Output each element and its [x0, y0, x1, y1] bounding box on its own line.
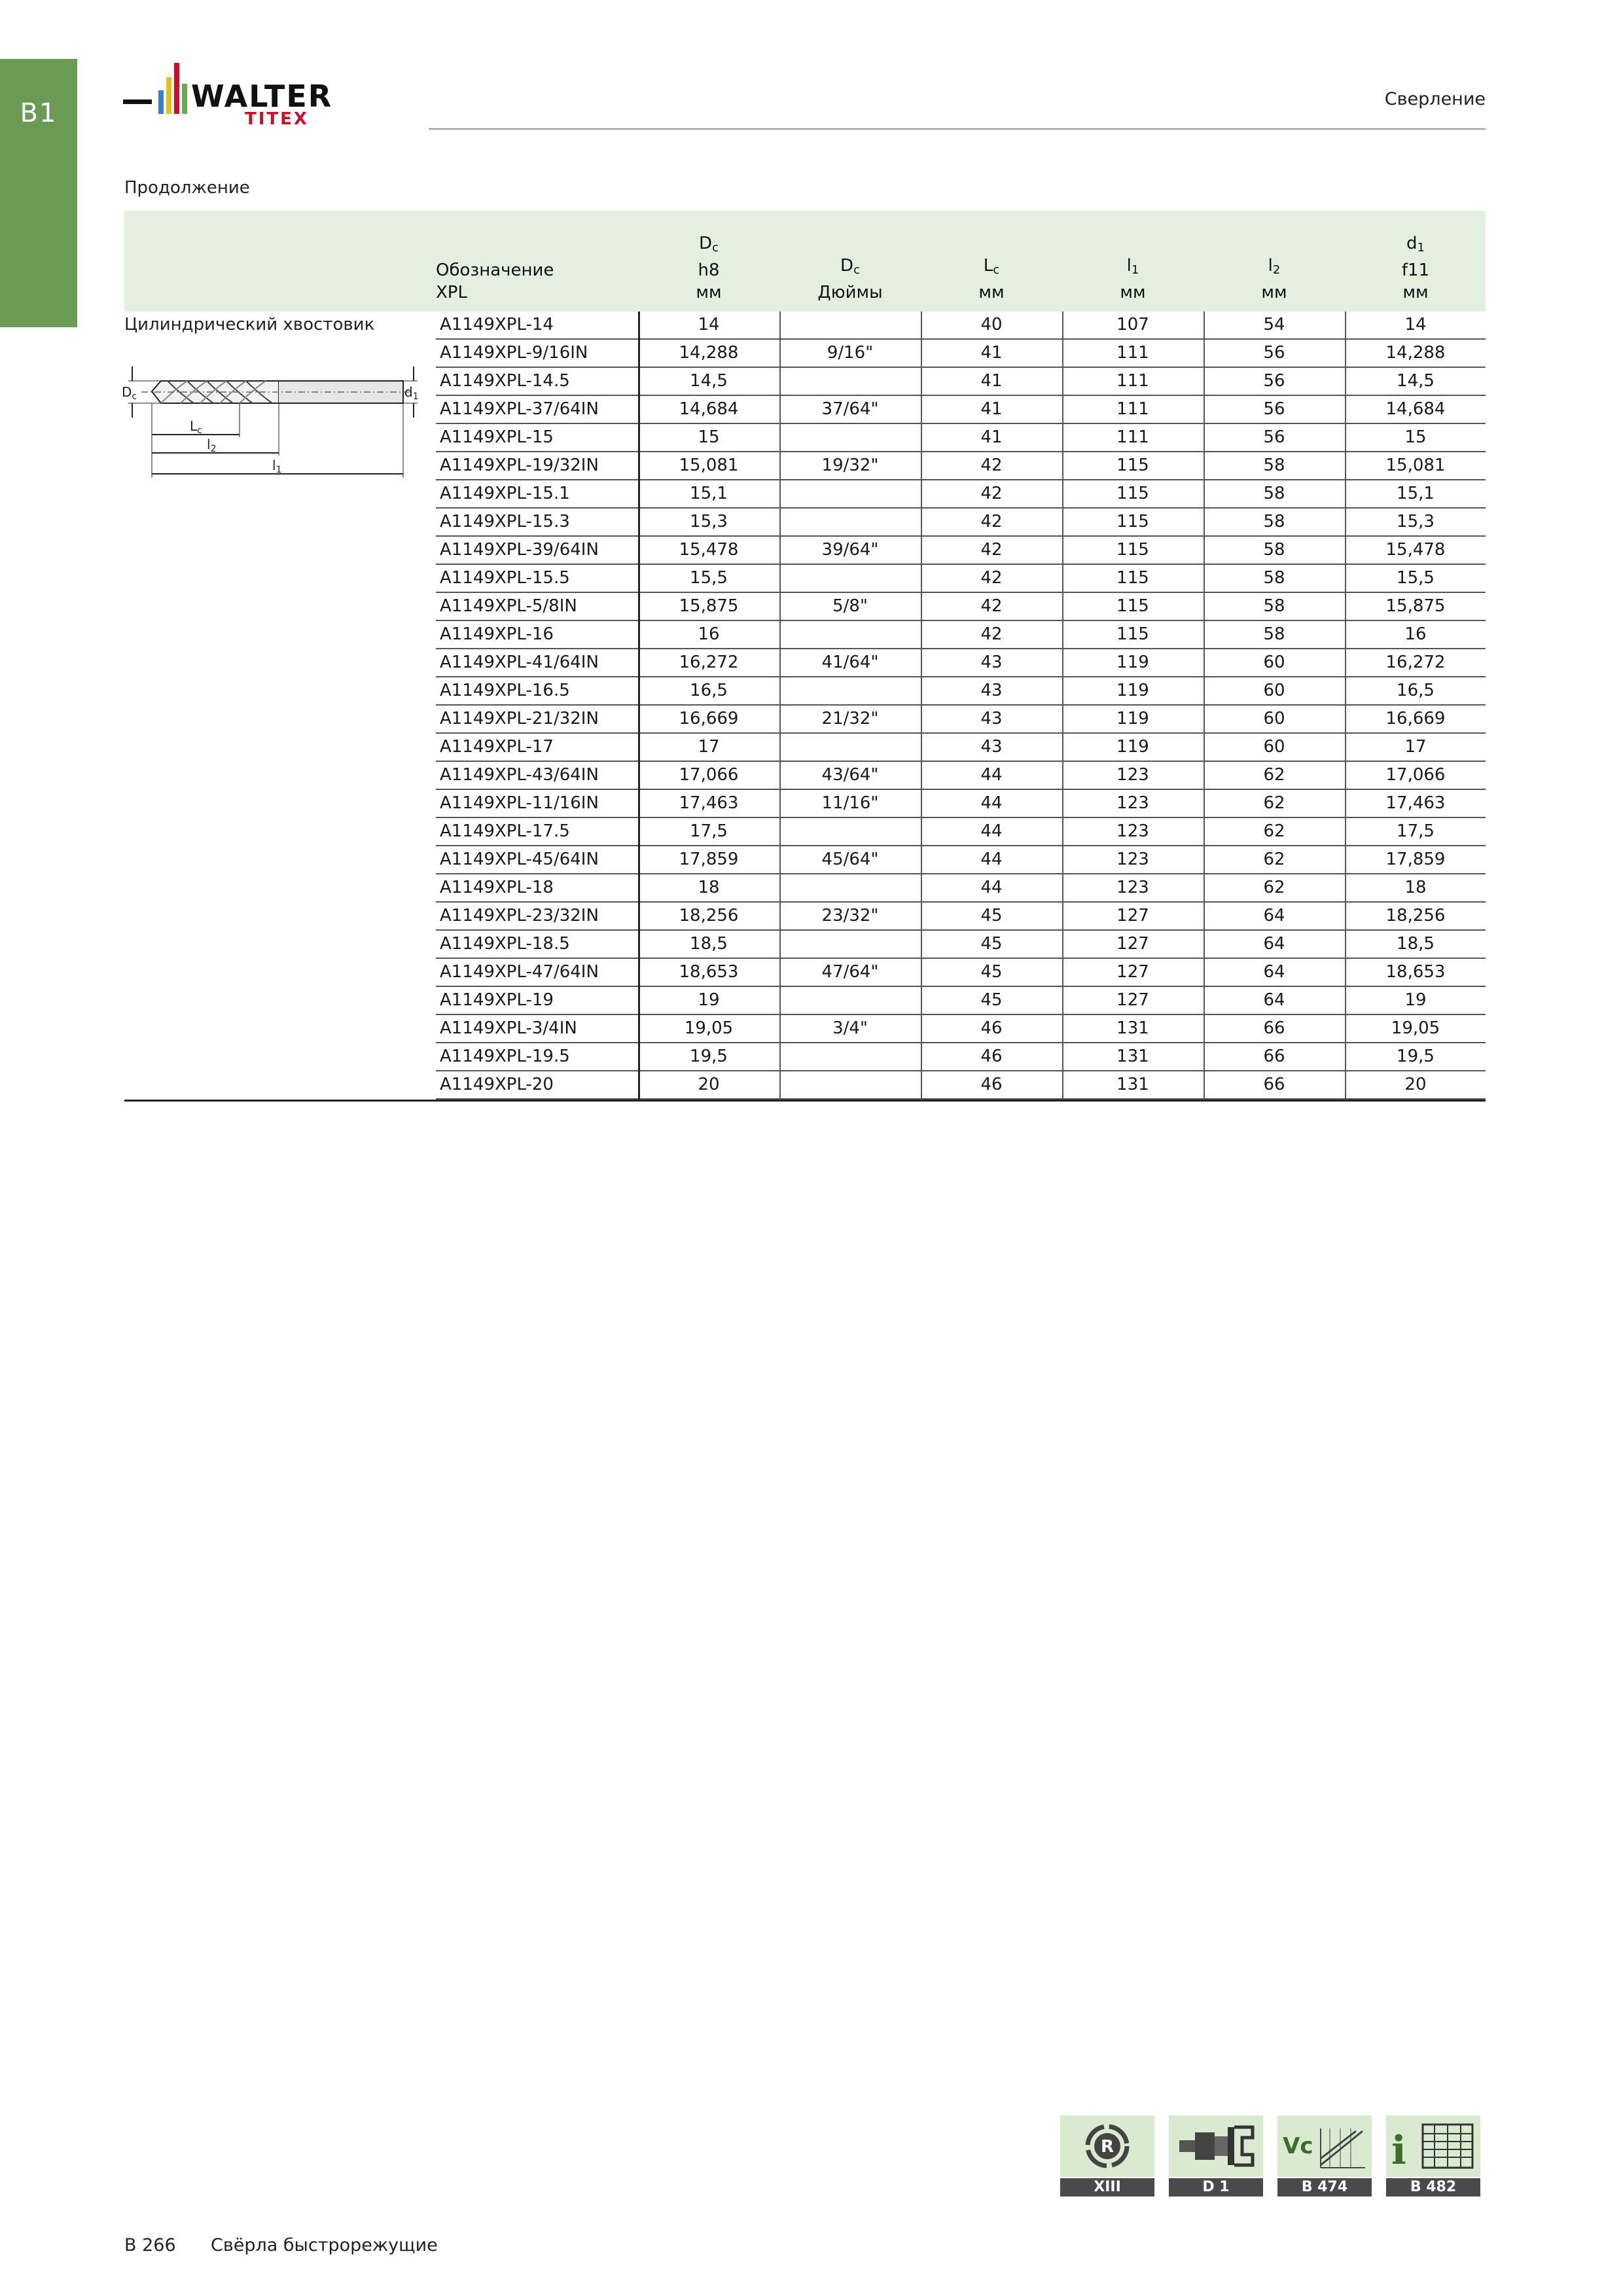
cell-l1: 127 — [1116, 990, 1149, 1010]
cell-d1: 17,463 — [1385, 793, 1446, 813]
cell-d1: 17,066 — [1385, 765, 1446, 785]
cell-dc-inch: 23/32" — [821, 906, 879, 925]
cell-d1: 18,5 — [1397, 934, 1435, 954]
cell-l1: 131 — [1116, 1018, 1149, 1038]
cell-dc-mm: 16,669 — [679, 709, 739, 728]
cell-dc-inch — [780, 424, 920, 451]
table-row — [124, 565, 1486, 593]
cell-dc-inch: 43/64" — [821, 765, 879, 785]
column-divider — [921, 312, 922, 1100]
cell-l2: 66 — [1263, 1075, 1285, 1094]
cell-l1: 115 — [1116, 624, 1149, 644]
cell-d1: 15,081 — [1385, 456, 1446, 475]
cell-dc-inch: 11/16" — [821, 793, 879, 813]
cell-dc-inch — [780, 1043, 920, 1070]
cell-lc: 42 — [980, 568, 1003, 588]
cell-l1: 119 — [1116, 737, 1149, 757]
table-row — [124, 987, 1486, 1015]
cell-dc-inch — [780, 565, 920, 592]
svg-text:Lc: $L_c$ — [190, 418, 202, 436]
cell-l2: 58 — [1263, 540, 1285, 560]
cell-l2: 58 — [1263, 512, 1285, 531]
cell-dc-inch: 9/16" — [827, 343, 874, 363]
cell-dc-inch — [780, 987, 920, 1014]
info-table-icon[interactable] — [1386, 2115, 1480, 2197]
cell-d1: 18 — [1404, 878, 1427, 897]
cell-lc: 43 — [980, 737, 1003, 757]
cell-l2: 60 — [1263, 653, 1285, 672]
cell-lc: 45 — [980, 962, 1003, 982]
cell-l2: 60 — [1263, 681, 1285, 700]
cell-dc-inch: 45/64" — [821, 850, 879, 869]
cell-dc-mm: 14,5 — [690, 371, 728, 391]
cell-designation: A1149XPL-3/4IN — [440, 1018, 577, 1038]
cell-dc-inch — [780, 509, 920, 535]
column-divider — [638, 312, 640, 1100]
cell-l1: 127 — [1116, 934, 1149, 954]
cell-dc-mm: 18,653 — [679, 962, 739, 982]
cell-l1: 127 — [1116, 962, 1149, 982]
table-row — [124, 818, 1486, 846]
svg-text:Dc: $D_c$ — [122, 384, 137, 402]
cell-d1: 15,875 — [1385, 596, 1446, 616]
cell-d1: 17,859 — [1385, 850, 1446, 869]
section-tab — [0, 59, 77, 327]
column-divider — [1345, 312, 1346, 1100]
cell-l1: 115 — [1116, 596, 1149, 616]
cell-designation: A1149XPL-14 — [440, 315, 554, 334]
header-title: Сверление — [1384, 89, 1486, 109]
cell-designation: A1149XPL-19.5 — [440, 1047, 570, 1066]
cell-dc-inch: 37/64" — [821, 399, 879, 419]
walter-titex-logo — [123, 59, 404, 137]
cell-l2: 54 — [1263, 315, 1285, 334]
cell-d1: 14,5 — [1397, 371, 1435, 391]
header-rule — [429, 128, 1486, 130]
svg-text:l2: $l_2$ — [207, 437, 217, 454]
cell-designation: A1149XPL-41/64IN — [440, 653, 599, 672]
cell-dc-mm: 17,5 — [690, 821, 728, 841]
cell-dc-mm: 14 — [698, 315, 720, 334]
cell-designation: A1149XPL-16 — [440, 624, 554, 644]
cell-designation: A1149XPL-5/8IN — [440, 596, 577, 616]
cell-designation: A1149XPL-19 — [440, 990, 554, 1010]
cell-dc-mm: 16,272 — [679, 653, 739, 672]
table-row — [124, 677, 1486, 706]
cell-dc-mm: 18,256 — [679, 906, 739, 925]
table-row — [124, 649, 1486, 677]
cell-l1: 107 — [1116, 315, 1149, 334]
cell-lc: 46 — [980, 1047, 1003, 1066]
cell-d1: 16,272 — [1385, 653, 1446, 672]
cell-designation: A1149XPL-11/16IN — [440, 793, 599, 813]
cell-l1: 123 — [1116, 821, 1149, 841]
cell-dc-inch: 39/64" — [821, 540, 879, 560]
cell-dc-mm: 17,463 — [679, 793, 739, 813]
cell-lc: 45 — [980, 990, 1003, 1010]
cell-l2: 64 — [1263, 962, 1285, 982]
col-header-l1: $l_1$ мм — [1120, 256, 1146, 302]
cell-lc: 44 — [980, 765, 1003, 785]
cell-dc-mm: 18,5 — [690, 934, 728, 954]
cell-designation: A1149XPL-18 — [440, 878, 554, 897]
cell-dc-inch — [780, 931, 920, 958]
cell-lc: 43 — [980, 653, 1003, 672]
cell-d1: 16,5 — [1397, 681, 1435, 700]
col-header-lc: $L_c$ мм — [978, 256, 1005, 302]
cell-dc-inch — [780, 1071, 920, 1098]
cell-dc-mm: 18 — [698, 878, 720, 897]
cell-designation: A1149XPL-9/16IN — [440, 343, 588, 363]
cell-l1: 119 — [1116, 681, 1149, 700]
cell-d1: 17,5 — [1397, 821, 1435, 841]
table-row — [124, 509, 1486, 537]
cell-l1: 119 — [1116, 709, 1149, 728]
cell-d1: 16 — [1404, 624, 1427, 644]
column-divider — [1204, 312, 1205, 1100]
table-row — [124, 762, 1486, 790]
cell-l2: 66 — [1263, 1018, 1285, 1038]
cell-l1: 111 — [1116, 343, 1149, 363]
table-row — [124, 593, 1486, 621]
cell-l1: 115 — [1116, 456, 1149, 475]
cell-l1: 115 — [1116, 512, 1149, 531]
cell-dc-inch — [780, 480, 920, 507]
col-header-dc-mm: $D_c$ h8 мм — [696, 234, 722, 302]
table-header — [124, 211, 1486, 312]
cell-designation: A1149XPL-20 — [440, 1075, 554, 1094]
cell-lc: 46 — [980, 1018, 1003, 1038]
cell-designation: A1149XPL-15.1 — [440, 484, 570, 503]
cell-l1: 123 — [1116, 765, 1149, 785]
cell-dc-mm: 16,5 — [690, 681, 728, 700]
cell-l1: 111 — [1116, 399, 1149, 419]
cell-l2: 58 — [1263, 624, 1285, 644]
cell-lc: 44 — [980, 821, 1003, 841]
cell-d1: 19,05 — [1391, 1018, 1440, 1038]
cell-dc-inch — [780, 874, 920, 901]
cell-designation: A1149XPL-15.3 — [440, 512, 570, 531]
cell-l1: 119 — [1116, 653, 1149, 672]
col-header-dc-inch: $D_c$ Дюймы — [817, 256, 883, 302]
table-row — [124, 537, 1486, 565]
page-number: B 266 — [124, 2235, 176, 2255]
cell-dc-inch: 47/64" — [821, 962, 879, 982]
table-bottom-rule — [124, 1100, 1486, 1102]
cell-dc-mm: 16 — [698, 624, 720, 644]
cell-lc: 42 — [980, 596, 1003, 616]
cell-lc: 41 — [980, 427, 1003, 447]
column-divider — [779, 312, 781, 1100]
table-row — [124, 903, 1486, 931]
cell-d1: 15,478 — [1385, 540, 1446, 560]
cell-l2: 56 — [1263, 343, 1285, 363]
cell-dc-mm: 17,066 — [679, 765, 739, 785]
section-tab-label: B1 — [20, 98, 58, 128]
cell-dc-mm: 15,1 — [690, 484, 728, 503]
cell-designation: A1149XPL-23/32IN — [440, 906, 599, 925]
cell-d1: 15 — [1404, 427, 1427, 447]
cell-l2: 62 — [1263, 850, 1285, 869]
cell-designation: A1149XPL-37/64IN — [440, 399, 599, 419]
info-table-label: B 482 — [1386, 2178, 1480, 2197]
cell-d1: 18,653 — [1385, 962, 1446, 982]
cell-lc: 41 — [980, 371, 1003, 391]
footer-title: Свёрла быстрорежущие — [211, 2235, 438, 2255]
cell-l2: 62 — [1263, 878, 1285, 897]
cell-lc: 46 — [980, 1075, 1003, 1094]
cell-l2: 56 — [1263, 427, 1285, 447]
cell-dc-mm: 15,5 — [690, 568, 728, 588]
shank-type-label: Цилиндрический хвостовик — [124, 315, 375, 334]
cell-d1: 18,256 — [1385, 906, 1446, 925]
table-row — [124, 846, 1486, 874]
cell-dc-mm: 15,3 — [690, 512, 728, 531]
cell-d1: 14,684 — [1385, 399, 1446, 419]
cell-designation: A1149XPL-17 — [440, 737, 554, 757]
svg-text:d1: $d_1$ — [404, 384, 419, 402]
cell-l2: 62 — [1263, 765, 1285, 785]
cell-lc: 40 — [980, 315, 1003, 334]
cell-l2: 60 — [1263, 737, 1285, 757]
table-row — [124, 734, 1486, 762]
cell-designation: A1149XPL-47/64IN — [440, 962, 599, 982]
cell-l2: 58 — [1263, 568, 1285, 588]
cell-lc: 42 — [980, 456, 1003, 475]
cell-lc: 45 — [980, 934, 1003, 954]
reconditioning-icon[interactable] — [1060, 2115, 1154, 2197]
table-row — [124, 706, 1486, 734]
cell-dc-inch: 3/4" — [832, 1018, 868, 1038]
cell-d1: 15,3 — [1397, 512, 1435, 531]
cell-l2: 64 — [1263, 934, 1285, 954]
cell-l1: 131 — [1116, 1047, 1149, 1066]
cell-dc-mm: 19 — [698, 990, 720, 1010]
svg-text:R: R — [1100, 2137, 1115, 2157]
cell-lc: 43 — [980, 681, 1003, 700]
cell-l2: 58 — [1263, 484, 1285, 503]
cell-designation: A1149XPL-43/64IN — [440, 765, 599, 785]
cutting-data-icon[interactable] — [1277, 2115, 1372, 2197]
col-header-l2: $l_2$ мм — [1261, 256, 1287, 302]
cell-dc-mm: 15,081 — [679, 456, 739, 475]
cell-dc-mm: 20 — [698, 1075, 720, 1094]
cell-d1: 15,5 — [1397, 568, 1435, 588]
cell-dc-inch: 21/32" — [821, 709, 879, 728]
cell-l1: 123 — [1116, 878, 1149, 897]
table-row — [124, 874, 1486, 903]
drill-dimension-diagram — [122, 353, 423, 484]
cell-d1: 15,1 — [1397, 484, 1435, 503]
cell-l1: 123 — [1116, 793, 1149, 813]
tool-holder-label: D 1 — [1169, 2178, 1263, 2197]
cell-l2: 64 — [1263, 906, 1285, 925]
table-row — [124, 480, 1486, 509]
cell-l2: 62 — [1263, 793, 1285, 813]
cell-lc: 44 — [980, 878, 1003, 897]
cell-l2: 56 — [1263, 371, 1285, 391]
cell-d1: 14,288 — [1385, 343, 1446, 363]
cell-dc-inch — [780, 677, 920, 704]
svg-text:Vc: Vc — [1283, 2133, 1313, 2159]
table-row — [124, 1071, 1486, 1100]
cutting-data-label: B 474 — [1277, 2178, 1372, 2197]
cell-lc: 44 — [980, 793, 1003, 813]
cell-l2: 64 — [1263, 990, 1285, 1010]
table-row — [124, 790, 1486, 818]
cell-designation: A1149XPL-45/64IN — [440, 850, 599, 869]
cell-dc-mm: 14,288 — [679, 343, 739, 363]
table-row — [124, 931, 1486, 959]
reconditioning-label: XIII — [1060, 2178, 1154, 2197]
cell-l1: 115 — [1116, 540, 1149, 560]
cell-dc-mm: 17,859 — [679, 850, 739, 869]
table-row — [124, 1015, 1486, 1043]
cell-l2: 56 — [1263, 399, 1285, 419]
cell-dc-inch — [780, 734, 920, 761]
cell-d1: 16,669 — [1385, 709, 1446, 728]
logo-brand: WALTER — [191, 79, 333, 114]
cell-designation: A1149XPL-15 — [440, 427, 554, 447]
tool-holder-icon[interactable] — [1169, 2115, 1263, 2197]
table-row — [124, 621, 1486, 649]
column-divider — [1062, 312, 1063, 1100]
cell-dc-mm: 17 — [698, 737, 720, 757]
cell-l1: 115 — [1116, 484, 1149, 503]
cell-d1: 19 — [1404, 990, 1427, 1010]
svg-text:l1: $l_1$ — [272, 457, 282, 475]
cell-dc-inch — [780, 818, 920, 845]
cell-lc: 42 — [980, 624, 1003, 644]
cell-lc: 42 — [980, 540, 1003, 560]
cell-dc-mm: 19,05 — [684, 1018, 734, 1038]
continuation-label: Продолжение — [124, 178, 250, 198]
col-header-d1: $d_1$ f11 мм — [1401, 234, 1430, 302]
cell-designation: A1149XPL-18.5 — [440, 934, 570, 954]
cell-dc-inch — [780, 312, 920, 338]
table-row — [124, 1043, 1486, 1071]
table-row — [124, 959, 1486, 987]
cell-lc: 42 — [980, 484, 1003, 503]
cell-lc: 44 — [980, 850, 1003, 869]
cell-designation: A1149XPL-14.5 — [440, 371, 570, 391]
cell-d1: 17 — [1404, 737, 1427, 757]
cell-designation: A1149XPL-15.5 — [440, 568, 570, 588]
cell-dc-mm: 15,478 — [679, 540, 739, 560]
cell-dc-inch: 19/32" — [821, 456, 879, 475]
cell-designation: A1149XPL-16.5 — [440, 681, 570, 700]
cell-lc: 43 — [980, 709, 1003, 728]
cell-d1: 14 — [1404, 315, 1427, 334]
cell-designation: A1149XPL-19/32IN — [440, 456, 599, 475]
cell-dc-mm: 19,5 — [690, 1047, 728, 1066]
cell-l1: 131 — [1116, 1075, 1149, 1094]
cell-dc-mm: 15 — [698, 427, 720, 447]
cell-dc-inch — [780, 621, 920, 648]
cell-l2: 66 — [1263, 1047, 1285, 1066]
cell-designation: A1149XPL-21/32IN — [440, 709, 599, 728]
cell-d1: 19,5 — [1397, 1047, 1435, 1066]
cell-lc: 41 — [980, 399, 1003, 419]
cell-lc: 45 — [980, 906, 1003, 925]
cell-dc-mm: 15,875 — [679, 596, 739, 616]
cell-l2: 58 — [1263, 596, 1285, 616]
cell-l2: 62 — [1263, 821, 1285, 841]
cell-l1: 127 — [1116, 906, 1149, 925]
logo-sub: TITEX — [245, 109, 309, 129]
cell-dc-mm: 14,684 — [679, 399, 739, 419]
cell-l1: 111 — [1116, 371, 1149, 391]
cell-l2: 58 — [1263, 456, 1285, 475]
svg-text:i: i — [1391, 2128, 1406, 2174]
cell-dc-inch — [780, 368, 920, 395]
cell-lc: 42 — [980, 512, 1003, 531]
cell-dc-inch: 41/64" — [821, 653, 879, 672]
col-header-designation: Обозначение XPL — [436, 260, 554, 302]
cell-dc-inch: 5/8" — [832, 596, 868, 616]
cell-designation: A1149XPL-39/64IN — [440, 540, 599, 560]
cell-l1: 123 — [1116, 850, 1149, 869]
cell-lc: 41 — [980, 343, 1003, 363]
cell-l1: 111 — [1116, 427, 1149, 447]
cell-l2: 60 — [1263, 709, 1285, 728]
cell-d1: 20 — [1404, 1075, 1427, 1094]
cell-designation: A1149XPL-17.5 — [440, 821, 570, 841]
cell-l1: 115 — [1116, 568, 1149, 588]
